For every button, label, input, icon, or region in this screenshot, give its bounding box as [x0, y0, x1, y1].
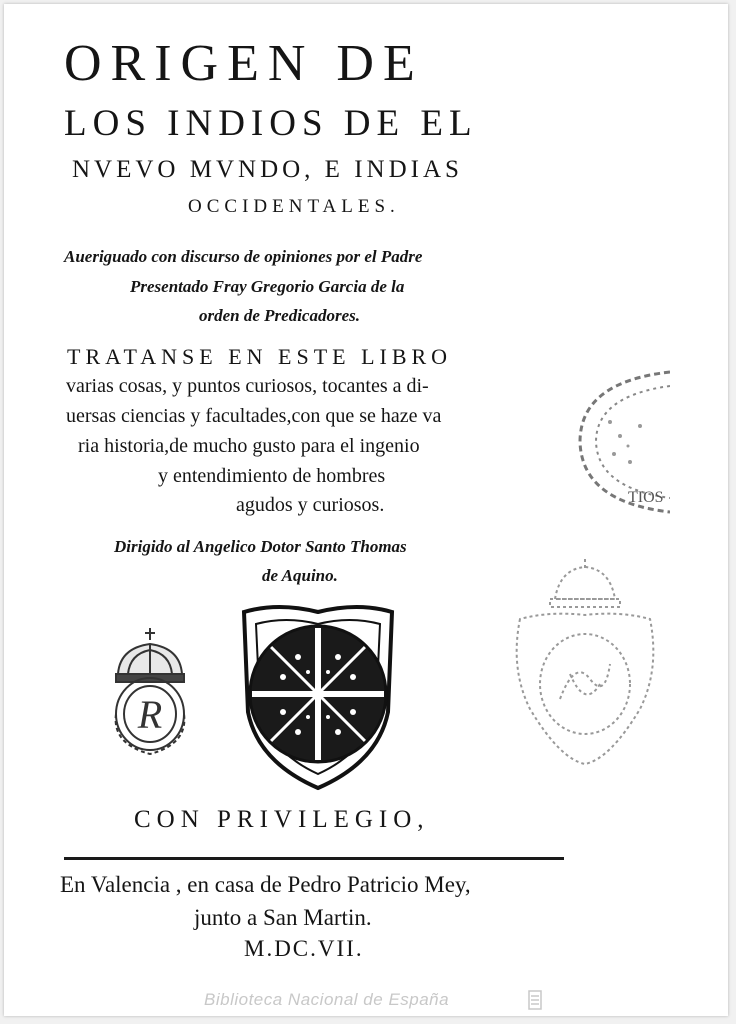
stamp-fragment-text: TIOS — [628, 489, 664, 506]
body-line-4: y entendimiento de hombres — [158, 465, 386, 487]
divider-rule — [64, 857, 564, 860]
dedication-line-1: Dirigido al Angelico Dotor Santo Thomas — [114, 537, 407, 556]
title-line-3: NVEVO MVNDO, E INDIAS — [72, 156, 463, 183]
subtitle-line-1: Aueriguado con discurso de opiniones por el Padre — [64, 247, 423, 266]
body-line-1: varias cosas, y puntos curiosos, tocantes a di- — [66, 375, 429, 397]
crowned-stamp-icon — [500, 559, 670, 774]
subtitle-line-2: Presentado Fray Gregorio Garcia de la — [130, 277, 405, 296]
body-line-3: ria historia,de mucho gusto para el ingenio — [78, 435, 420, 457]
title-line-2: LOS INDIOS DE EL — [64, 103, 478, 144]
bne-logo-icon — [528, 990, 542, 1010]
privilege-line: CON PRIVILEGIO, — [134, 806, 430, 833]
title-line-4: OCCIDENTALES. — [188, 196, 400, 217]
imprint-line-2: junto a San Martin. — [194, 905, 372, 930]
heraldic-shield-icon — [238, 602, 398, 792]
royal-crown-emblem-icon — [100, 624, 200, 759]
imprint-line-1: En Valencia , en casa de Pedro Patricio Mey, — [60, 872, 471, 897]
title-page — [4, 4, 728, 1016]
body-line-2: uersas ciencias y facultades,con que se haze va — [66, 405, 442, 427]
library-watermark: Biblioteca Nacional de España — [204, 990, 450, 1009]
library-stamp-icon — [570, 362, 670, 522]
title-line-1: ORIGEN DE — [64, 35, 424, 92]
body-heading: TRATANSE EN ESTE LIBRO — [67, 344, 453, 369]
subtitle-line-3: orden de Predicadores. — [199, 306, 361, 325]
imprint-line-3: M.DC.VII. — [244, 936, 364, 961]
body-line-5: agudos y curiosos. — [236, 494, 385, 516]
royal-monogram: R — [137, 692, 163, 737]
dedication-line-2: de Aquino. — [262, 566, 338, 585]
